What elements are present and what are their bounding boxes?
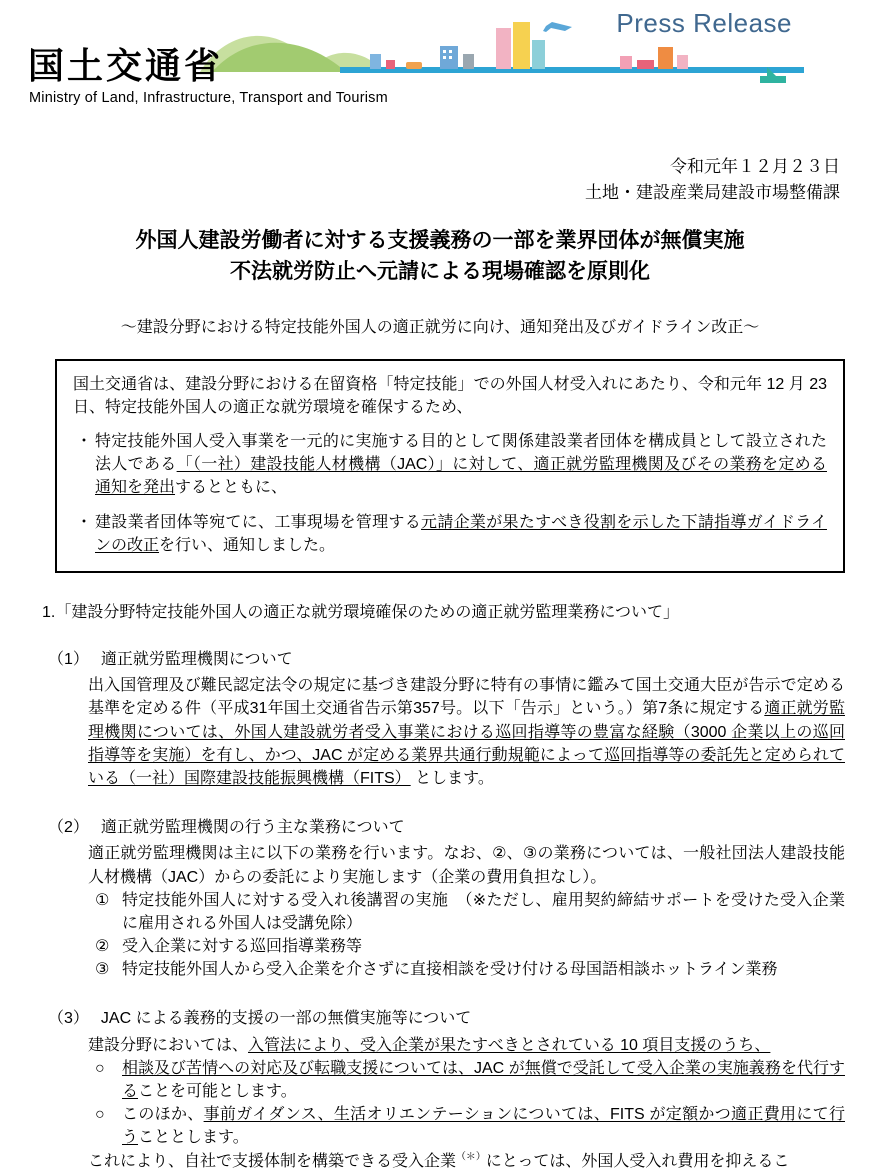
subsection-3-title: JAC による義務的支援の一部の無償実施等について	[100, 1010, 472, 1028]
summary-intro: 国土交通省は、建設分野における在留資格「特定技能」での外国人材受入れにあたり、令和元年 12 月 23 日、特定技能外国人の適正な就労環境を確保するため、	[73, 375, 827, 416]
subsection-1-heading	[48, 648, 880, 671]
list-item-marker: ○	[95, 1059, 105, 1077]
bullet-marker: ・	[75, 513, 92, 531]
title-line-2: 不法就労防止へ元請による現場確認を原則化	[230, 260, 650, 284]
document-subtitle: ～建設分野における特定技能外国人の適正就労に向け、通知発出及びガイドライン改正～	[120, 318, 760, 336]
list-item	[95, 889, 845, 935]
subsection-3	[0, 1007, 880, 1168]
subsection-2-heading	[48, 816, 880, 839]
subsection-1	[0, 648, 880, 790]
summary-box	[55, 359, 845, 573]
subsection-3-body: 建設分野においては、入管法により、受入企業が果たすべきとされている 10 項目支援のうち、	[88, 1036, 771, 1054]
release-date: 令和元年１２月２３日	[670, 157, 840, 176]
summary-bullet-1-text: 特定技能外国人受入事業を一元的に実施する目的として関係建設業者団体を構成員として設立された法人である「（一社）建設技能人材機構（JAC）」に対して、適正就労監理機関及びその業務を定める通知を発出するとともに、	[95, 433, 827, 497]
press-release-label: Press Release	[616, 8, 792, 38]
subsection-3-label: （3）	[48, 1010, 89, 1028]
list-item	[95, 1103, 845, 1149]
list-item-text: 特定技能外国人から受入企業を介さずに直接相談を受け付ける母国語相談ホットライン業務	[122, 961, 778, 979]
meta-block	[0, 154, 840, 207]
list-item	[95, 1057, 845, 1103]
subsection-2-label: （2）	[48, 819, 89, 837]
list-item-text: 相談及び苦情への対応及び転職支援については、JAC が無償で受託して受入企業の実施義務を代行することを可能とします。	[122, 1059, 845, 1100]
ministry-name-en: Ministry of Land, Infrastructure, Transport and Tourism	[29, 90, 388, 106]
airplane-icon	[543, 22, 572, 32]
list-item-text: 受入企業に対する巡回指導業務等	[122, 938, 363, 956]
list-item-marker: ②	[95, 938, 110, 956]
subsection-2-title: 適正就労監理機関の行う主な業務について	[100, 819, 405, 837]
document-title	[0, 225, 880, 288]
subsection-3-footer: これにより、自社で支援体制を構築できる受入企業（＊）にとっては、外国人受入れ費用を抑えるこ	[88, 1151, 790, 1168]
title-line-1: 外国人建設労働者に対する支援義務の一部を業界団体が無償実施	[135, 228, 745, 252]
department-name: 土地・建設産業局建設市場整備課	[585, 183, 840, 203]
list-item-text: このほか、事前ガイダンス、生活オリエンテーションについては、FITS が定額かつ適正費用にて行うこととします。	[122, 1106, 845, 1147]
hills-graphic	[200, 36, 384, 72]
subsection-1-body: 出入国管理及び難民認定法令の規定に基づき建設分野に特有の事情に鑑みて国土交通大臣が告示で定める基準を定める件（平成31年国土交通省告示第357号。以下「告示」という。）第7条に規定する適正就労監理機関については、外国人建設就労者受入事業における巡回指導等の豊富な経験（3000 企業以上の巡回指導等を実施）を有し、かつ、JAC が定める業界共通行動規範によって巡回指導等の委託先と定められている（一社）国際建設技能振興機構（FITS） とします。	[88, 677, 845, 787]
subsection-1-label: （1）	[48, 651, 89, 668]
list-item	[95, 958, 845, 981]
section-1-heading: 1.「建設分野特定技能外国人の適正な就労環境確保のための適正就労監理業務について」	[42, 604, 680, 621]
list-item-marker: ○	[95, 1106, 105, 1124]
list-item-marker: ①	[95, 891, 110, 909]
summary-bullet-2	[73, 511, 827, 557]
subsection-2-body: 適正就労監理機関は主に以下の業務を行います。なお、②、③の業務については、一般社団法人建設技能人材機構（JAC）からの委託により実施します（企業の費用負担なし）。	[88, 845, 845, 886]
subsection-1-title: 適正就労監理機関について	[100, 651, 293, 668]
list-item	[95, 935, 845, 958]
header	[0, 0, 880, 112]
bullet-marker: ・	[75, 433, 92, 451]
subsection-3-heading	[48, 1007, 880, 1030]
list-item-marker: ③	[95, 961, 110, 979]
circle-list	[95, 1057, 845, 1150]
ministry-logo: 国土交通省	[28, 45, 224, 86]
subsection-2	[0, 816, 880, 981]
list-item-text: 特定技能外国人に対する受入れ後講習の実施 （※ただし、雇用契約締結サポートを受けた受入企業に雇用される外国人は受講免除）	[122, 891, 845, 932]
summary-bullet-1	[73, 430, 827, 500]
numbered-list	[95, 889, 845, 982]
summary-bullet-2-text: 建設業者団体等宛てに、工事現場を管理する元請企業が果たすべき役割を示した下請指導ガイドラインの改正を行い、通知しました。	[95, 513, 827, 554]
